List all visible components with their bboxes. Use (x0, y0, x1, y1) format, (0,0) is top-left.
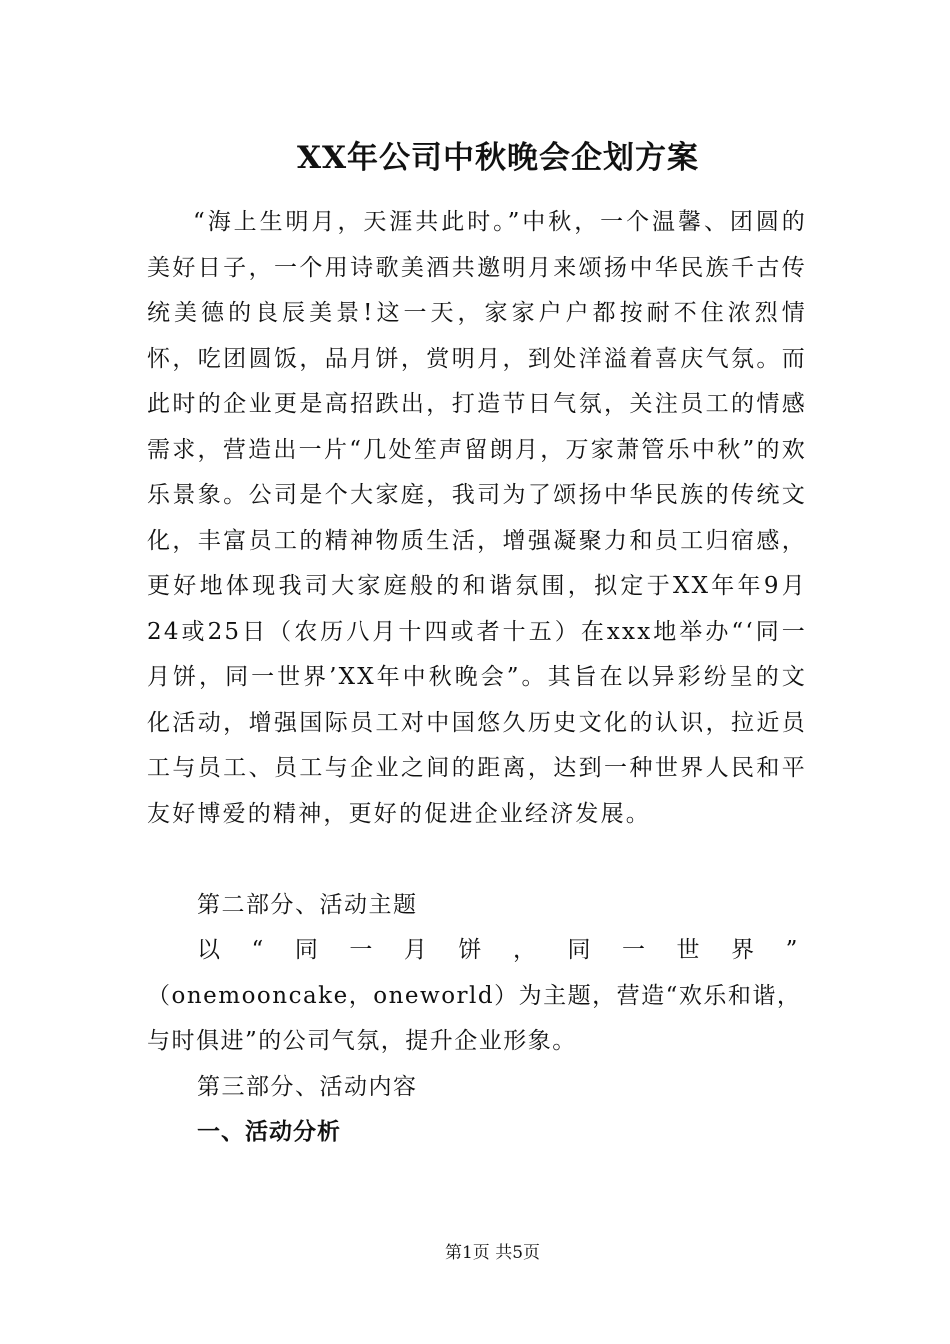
theme-char: “ (251, 937, 265, 963)
theme-char: 以 (197, 937, 222, 963)
theme-char: 同 (294, 937, 320, 963)
section-heading-activity-content: 第三部分、活动内容 (197, 1074, 418, 1100)
theme-char: ” (785, 937, 799, 963)
intro-paragraph: “海上生明月，天涯共此时。”中秋，一个温馨、团圆的美好日子，一个用诗歌美酒共邀明月来颂扬中华民族千古传统美德的良辰美景!这一天，家家户户都按耐不住浓烈情怀，吃团圆饭，品月饼，赏明月，到处洋溢着喜庆气氛。而此时的企业更是高招跌出，打造节日气氛，关注员工的情感需求，营造出一片“几处笙声留朗月，万家萧管乐中秋”的欢乐景象。公司是个大家庭，我司为了颂扬中华民族的传统文化，丰富员工的精神物质生活，增强凝聚力和员工归宿感，更好地体现我司大家庭般的和谐氛围，拟定于XX年年9月24或25日（农历八月十四或者十五）在xxx地举办“‘同一月饼，同一世界’XX年中秋晚会”。其旨在以异彩纷呈的文化活动，增强国际员工对中国悠久历史文化的认识，拉近员工与员工、员工与企业之间的距离，达到一种世界人民和平友好博爱的精神，更好的促进企业经济发展。 (147, 209, 807, 827)
theme-char: 世 (676, 937, 702, 963)
theme-char: 界 (731, 937, 756, 963)
theme-char: 饼 (458, 937, 483, 963)
section-heading-activity-theme: 第二部分、活动主题 (197, 892, 418, 918)
activity-theme-paragraph (147, 928, 807, 1065)
theme-first-line (147, 928, 807, 974)
theme-rest-text: （onemooncake，oneworld）为主题，营造“欢乐和谐，与时俱进”的公司气氛，提升企业形象。 (147, 982, 802, 1054)
theme-char: 同 (567, 937, 592, 963)
subsection-heading-activity-analysis: 一、活动分析 (197, 1119, 341, 1145)
page-footer: 第1页 共5页 (444, 1243, 541, 1263)
theme-char: 一 (349, 937, 374, 963)
document-title: XX年公司中秋晚会企划方案 (296, 140, 700, 176)
theme-char: ， (512, 937, 538, 963)
theme-char: 一 (622, 937, 647, 963)
theme-char: 月 (403, 937, 429, 963)
